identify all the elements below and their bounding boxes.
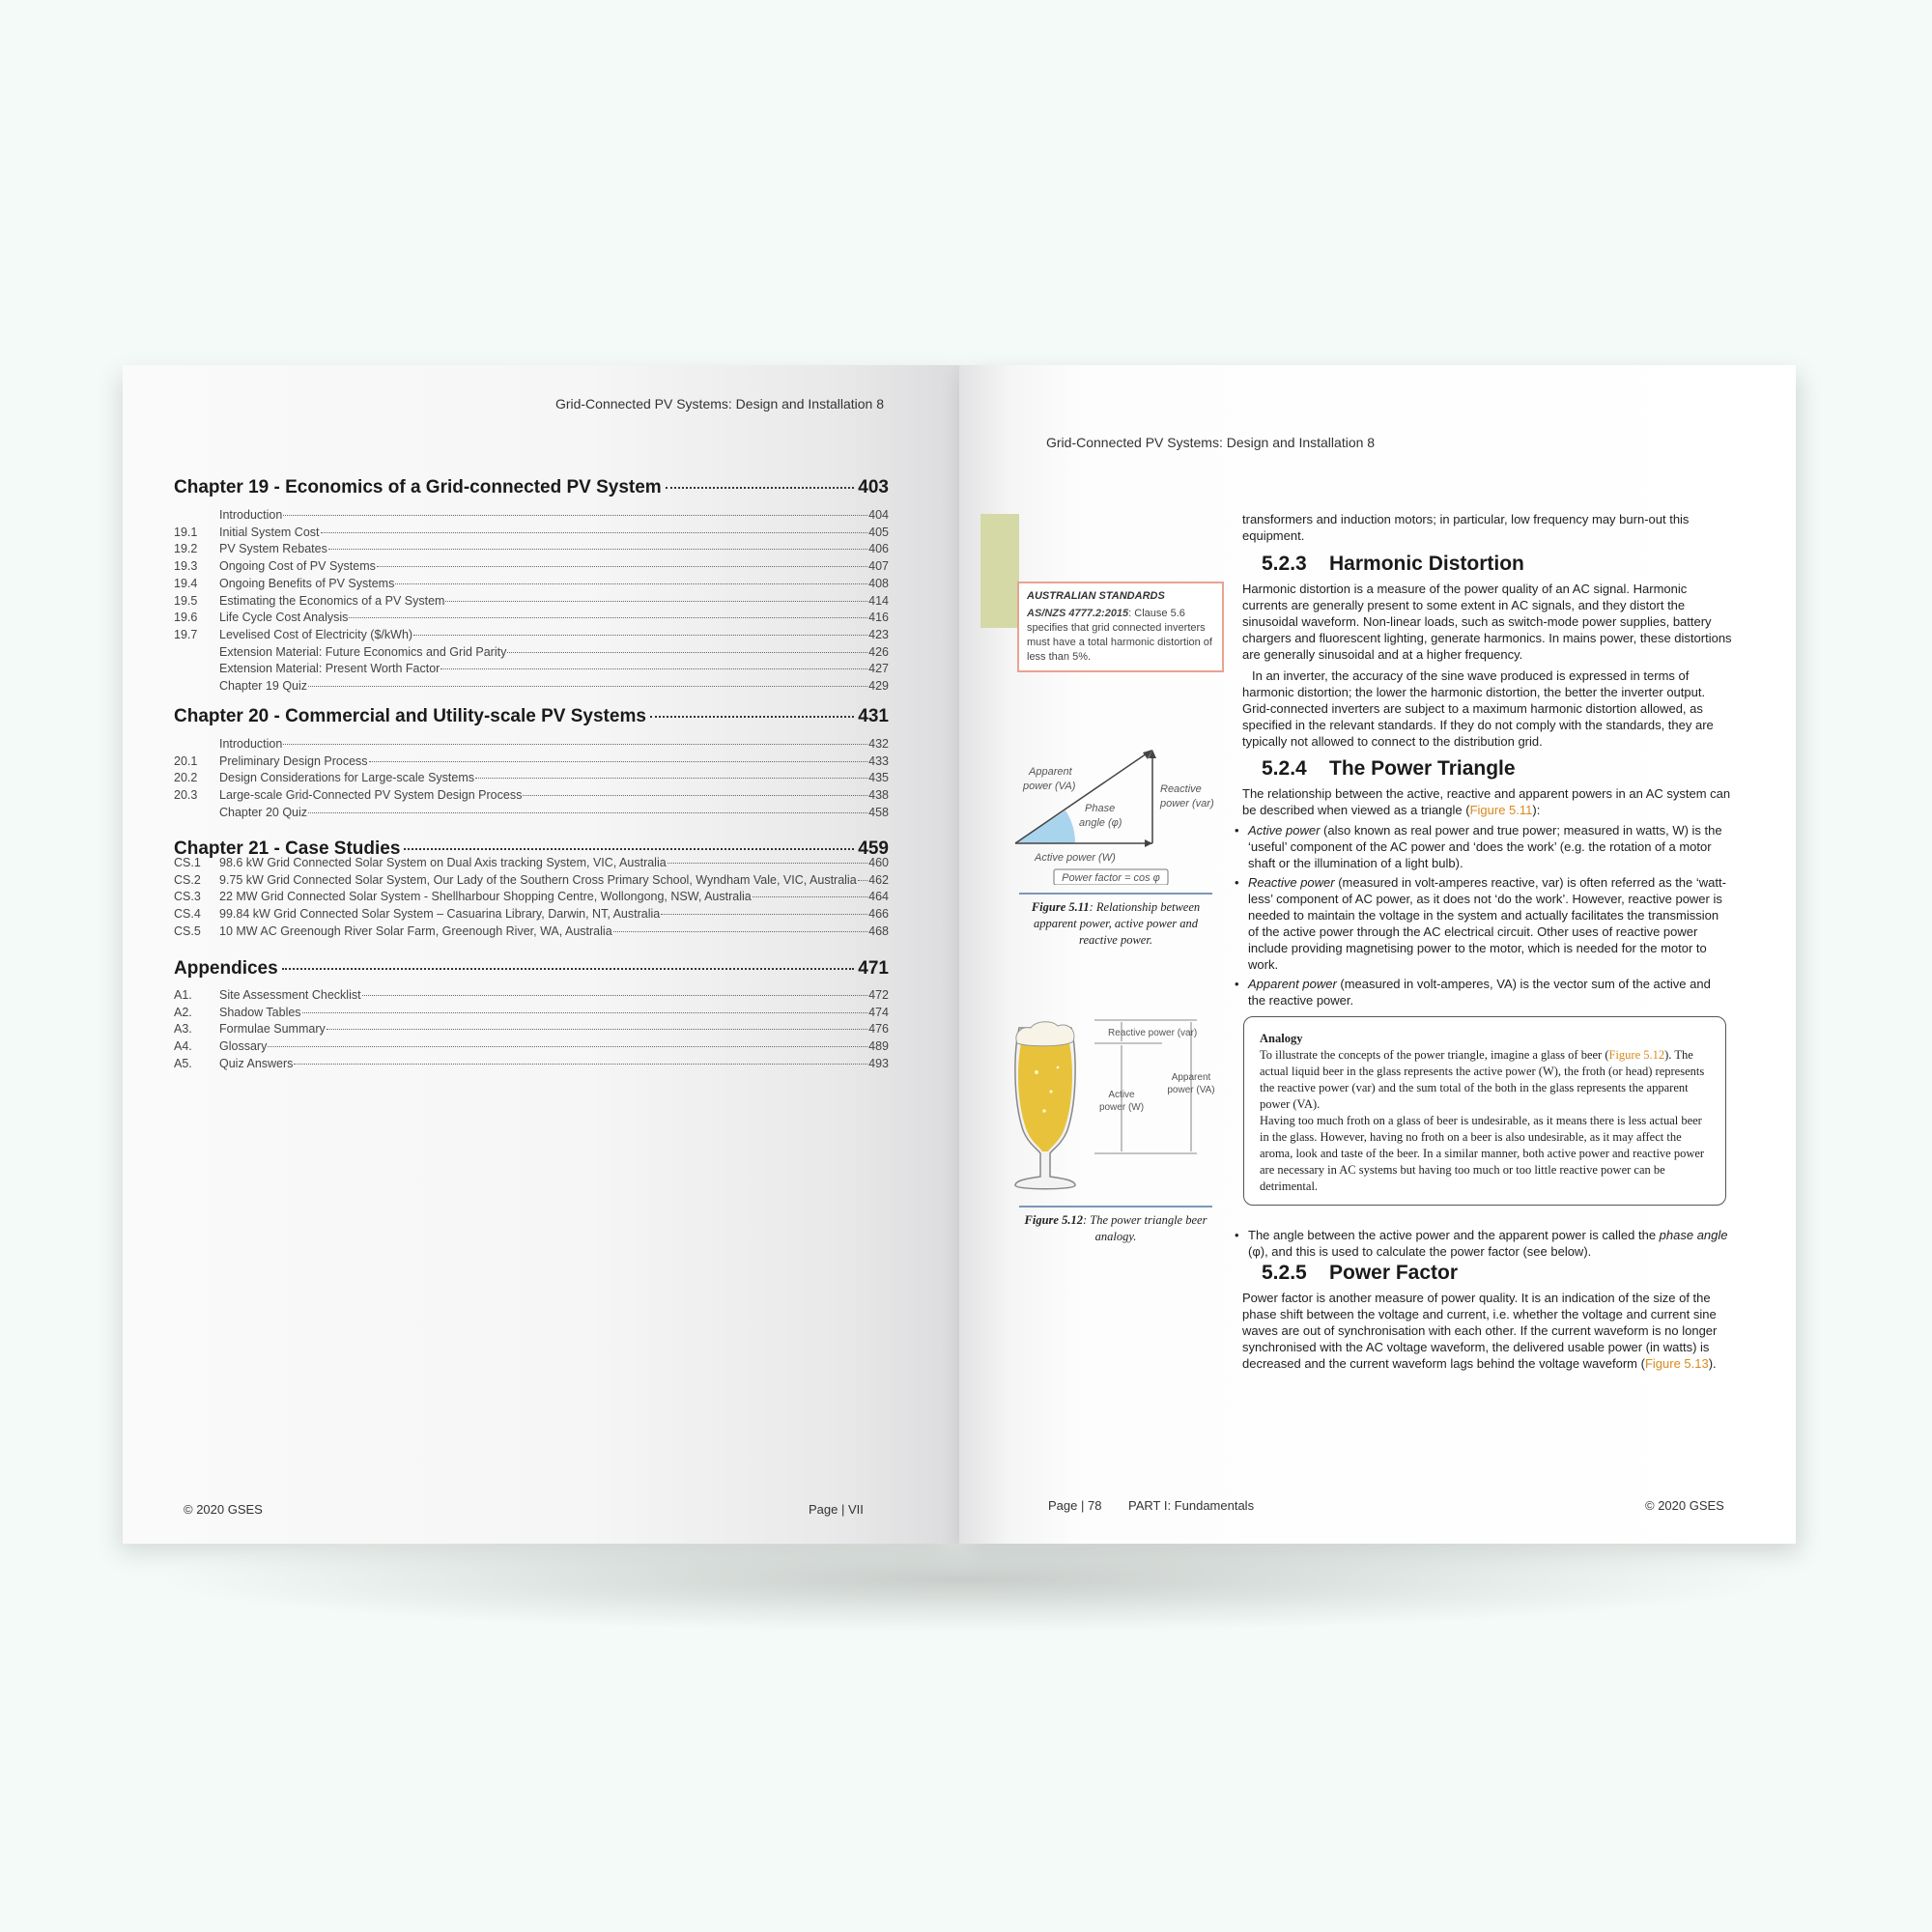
toc-entry-page: 404 <box>868 508 889 522</box>
toc-chapter-page: 403 <box>858 477 889 497</box>
toc-entry[interactable] <box>174 526 889 542</box>
right-footer-copyright: © 2020 GSES <box>1645 1498 1724 1513</box>
toc-leader-dots <box>413 635 867 636</box>
bullet-apparent-power: • Apparent power (measured in volt-amperes, VA) is the vector sum of the active and the reactive power. <box>1235 977 1711 1008</box>
active-power-label: Active power (W) <box>1035 852 1116 864</box>
toc-leader-dots <box>445 601 867 602</box>
power-factor-paragraph: Power factor is another measure of power quality. It is an indication of the size of the phase shift between the voltage and current, i.e. whether the voltage and current sine waves are out of synchronisation with each other. If the current waveform is no longer synchronised with the AC voltage waveform, the delivered usable power (in watts) is decreased and the current waveform lags behind the voltage waveform (Figure 5.13). <box>1242 1291 1718 1371</box>
toc-leader-dots <box>328 549 867 550</box>
toc-leader-dots <box>404 848 854 850</box>
toc-entry-page: 429 <box>868 679 889 693</box>
toc-entry[interactable] <box>174 788 889 805</box>
toc-entry-title: Design Considerations for Large-scale Systems <box>219 771 475 785</box>
figure-5-12-caption: Figure 5.12: The power triangle beer analogy. <box>1024 1213 1208 1243</box>
toc-entry-page: 489 <box>868 1039 889 1054</box>
toc-entry[interactable] <box>174 662 889 678</box>
toc-entry-number: A5. <box>174 1056 192 1070</box>
toc-leader-dots <box>507 652 867 653</box>
toc-leader-dots <box>369 761 868 762</box>
toc-entry-page: 435 <box>868 771 889 785</box>
figure-5-12-rule <box>1019 1206 1212 1208</box>
left-page <box>123 365 959 1544</box>
toc-chapter-title: Chapter 20 - Commercial and Utility-scale PV Systems <box>174 706 646 726</box>
toc-leader-dots <box>283 515 867 516</box>
toc-leader-dots <box>302 1012 868 1013</box>
toc-entry-title: 10 MW AC Greenough River Solar Farm, Greenough River, WA, Australia <box>219 923 612 938</box>
toc-leader-dots <box>283 744 867 745</box>
toc-entry-page: 416 <box>868 611 889 625</box>
apparent-power-label: Apparent power (VA) <box>1167 1072 1215 1095</box>
toc-leader-dots <box>475 778 867 779</box>
toc-entry[interactable] <box>174 907 889 923</box>
toc-entry-page: 432 <box>868 737 889 751</box>
toc-chapter-title: Chapter 19 - Economics of a Grid-connected PV System <box>174 477 662 497</box>
right-running-header: Grid-Connected PV Systems: Design and Installation 8 <box>1046 435 1376 450</box>
toc-leader-dots <box>362 995 868 996</box>
toc-entry-title: Ongoing Benefits of PV Systems <box>219 576 395 590</box>
toc-entry-page: 426 <box>868 644 889 659</box>
toc-entry-number: A3. <box>174 1022 192 1037</box>
toc-entry-title: Large-scale Grid-Connected PV System Design Process <box>219 788 523 803</box>
standards-text: : Clause 5.6 specifies that grid connected inverters must have a total harmonic distortion of less than 5%. <box>1027 608 1212 663</box>
toc-entry[interactable] <box>174 754 889 771</box>
toc-entry-title: Introduction <box>219 508 283 522</box>
bullet-reactive-power: • Reactive power (measured in volt-amperes reactive, var) is often referred as the ‘watt-less’ component of AC power, as it does not ‘do the work’. However, reactive power is needed to maintain the voltage in the system and actually facilitates the transmission of the active power through the AC electrical circuit. Other uses of reactive power include providing magnetising power to the motor, which is needed for the motor to work. <box>1235 875 1726 972</box>
toc-entry-title: Initial System Cost <box>219 525 320 539</box>
toc-leader-dots <box>377 566 867 567</box>
beer-froth <box>1016 1022 1074 1046</box>
toc-leader-dots <box>321 532 868 533</box>
right-footer-part: PART I: Fundamentals <box>1128 1498 1255 1513</box>
beer-glass-figure <box>1008 1014 1220 1198</box>
australian-standards-box <box>1017 582 1224 672</box>
toc-entry-page: 468 <box>868 923 889 938</box>
toc-entry[interactable] <box>174 559 889 576</box>
figure-5-11-caption: Figure 5.11: Relationship between apparent power, active power and reactive power. <box>1031 900 1201 947</box>
analogy-title: Analogy <box>1260 1032 1303 1045</box>
toc-entry-title: Shadow Tables <box>219 1005 301 1019</box>
toc-entry-title: 22 MW Grid Connected Solar System - Shellharbour Shopping Centre, Wollongong, NSW, Australia <box>219 890 752 904</box>
toc-entry-title: Ongoing Cost of PV Systems <box>219 559 376 574</box>
analogy-paragraph-2: Having too much froth on a glass of beer is undesirable, as it means there is less actual beer in the glass. However, having no froth on a beer is also undesirable, as it may affect the aroma, look and taste of the beer. In a similar manner, both active power and reactive power are necessary in AC systems but having too much or too little reactive power can be detrimental. <box>1260 1114 1705 1193</box>
toc-entry-page: 438 <box>868 788 889 803</box>
toc-entry-number: 19.3 <box>174 559 198 574</box>
toc-entry-title: Chapter 20 Quiz <box>219 805 308 819</box>
intro-paragraph: transformers and induction motors; in particular, low frequency may burn-out this equipment. <box>1242 512 1690 543</box>
toc-chapter-heading[interactable] <box>174 958 889 980</box>
toc-entry[interactable] <box>174 508 889 525</box>
toc-leader-dots <box>395 583 867 584</box>
toc-leader-dots <box>523 795 867 796</box>
toc-entry-page: 405 <box>868 525 889 539</box>
toc-leader-dots <box>294 1064 867 1065</box>
toc-entry-title: Glossary <box>219 1039 268 1054</box>
toc-entry-number: CS.5 <box>174 923 201 938</box>
toc-entry-title: Formulae Summary <box>219 1022 326 1037</box>
figure-5-11-rule <box>1019 893 1212 895</box>
toc-entry[interactable] <box>174 1006 889 1022</box>
toc-entry-page: 423 <box>868 627 889 641</box>
bullet-active-power: • Active power (also known as real power and true power; measured in watts, W) is the ‘useful’ component of the AC power and ‘does the work’ (e.g. the rotation of a motor shaft or the illumination of a light bulb). <box>1235 823 1722 870</box>
toc-leader-dots <box>308 812 867 813</box>
toc-entry-page: 406 <box>868 542 889 556</box>
toc-leader-dots <box>268 1046 867 1047</box>
toc-leader-dots <box>858 880 867 881</box>
left-running-header: Grid-Connected PV Systems: Design and Installation 8 <box>554 396 884 412</box>
toc-entry-number: A1. <box>174 988 192 1002</box>
toc-entry-number: 19.1 <box>174 525 198 539</box>
toc-entry-page: 493 <box>868 1056 889 1070</box>
toc-entry-page: 474 <box>868 1005 889 1019</box>
figure-5-12-link[interactable]: Figure 5.12 <box>1608 1048 1665 1062</box>
toc-entry-title: Quiz Answers <box>219 1056 294 1070</box>
reactive-power-label: Reactive power (var) <box>1160 783 1214 810</box>
toc-entry-page: 472 <box>868 988 889 1002</box>
toc-entry-title: Estimating the Economics of a PV System <box>219 593 445 608</box>
toc-entry-number: 19.2 <box>174 542 198 556</box>
toc-entry-number: A2. <box>174 1005 192 1019</box>
left-footer-page: Page | VII <box>809 1502 864 1517</box>
toc-chapter-title: Chapter 21 - Case Studies <box>174 838 401 859</box>
toc-entry-page: 414 <box>868 593 889 608</box>
toc-entry-title: 9.75 kW Grid Connected Solar System, Our Lady of the Southern Cross Primary School, Wyndham Vale, VIC, Australia <box>219 872 857 887</box>
apparent-power-label: Apparent power (VA) <box>1023 766 1076 792</box>
toc-entry-title: Extension Material: Future Economics and Grid Parity <box>219 644 507 659</box>
toc-entry-page: 466 <box>868 907 889 922</box>
figure-5-11-label: Figure 5.11 <box>1031 900 1090 914</box>
toc-entry[interactable] <box>174 806 889 822</box>
toc-entry-page: 460 <box>868 856 889 869</box>
toc-leader-dots <box>349 617 867 618</box>
toc-entry-title: 98.6 kW Grid Connected Solar System on Dual Axis tracking System, VIC, Australia <box>219 856 667 869</box>
toc-entry-page: 462 <box>868 872 889 887</box>
heading-5-2-3: 5.2.3 Harmonic Distortion <box>1262 553 1524 575</box>
toc-entry-page: 458 <box>868 805 889 819</box>
toc-entry-number: 19.4 <box>174 576 198 590</box>
toc-entry-number: CS.2 <box>174 872 201 887</box>
toc-chapter-page: 459 <box>858 838 889 859</box>
toc-entry-page: 407 <box>868 559 889 574</box>
toc-entry-number: 20.2 <box>174 771 198 785</box>
section-tab-marker <box>980 514 1019 628</box>
toc-entry[interactable] <box>174 771 889 787</box>
figure-5-11-link[interactable]: Figure 5.11 <box>1469 803 1533 817</box>
figure-5-12-label: Figure 5.12 <box>1024 1213 1083 1227</box>
toc-entry-page: 464 <box>868 890 889 904</box>
toc-leader-dots <box>440 668 867 669</box>
toc-entry-number: CS.1 <box>174 856 201 869</box>
toc-entry-title: Preliminary Design Process <box>219 753 368 768</box>
bullet-phase-angle: • The angle between the active power and the apparent power is called the phase angle (φ), and this is used to calculate the power factor (see below). <box>1235 1228 1728 1259</box>
toc-entry[interactable] <box>174 856 889 872</box>
toc-entry-title: Introduction <box>219 737 283 751</box>
toc-entry-page: 427 <box>868 662 889 676</box>
right-footer-page: Page | 78 <box>1048 1498 1102 1513</box>
toc-chapter-heading[interactable] <box>174 477 889 498</box>
toc-leader-dots <box>308 686 867 687</box>
toc-entry-page: 476 <box>868 1022 889 1037</box>
toc-entry[interactable] <box>174 890 889 906</box>
analogy-box <box>1243 1016 1726 1206</box>
toc-entry-title: Chapter 19 Quiz <box>219 679 308 693</box>
toc-chapter-page: 431 <box>858 706 889 726</box>
power-triangle-figure <box>1008 740 1220 885</box>
toc-leader-dots <box>753 896 867 897</box>
analogy-paragraph-1: To illustrate the concepts of the power triangle, imagine a glass of beer (Figure 5.12). The actual liquid beer in the glass represents the active power (W), the froth (or head) represents the reactive power (var) and the sum total of the both in the glass represents the apparent power (VA). <box>1260 1048 1705 1111</box>
toc-entry[interactable] <box>174 542 889 558</box>
power-factor-formula: Power factor = cos φ <box>1062 872 1160 884</box>
phase-angle-label: Phase angle (φ) <box>1079 803 1122 829</box>
toc-leader-dots <box>668 863 867 864</box>
toc-leader-dots <box>666 487 855 489</box>
toc-entry-page: 408 <box>868 576 889 590</box>
toc-entry-number: CS.4 <box>174 907 201 922</box>
power-triangle-intro: The relationship between the active, reactive and apparent powers in an AC system can be described when viewed as a triangle (Figure 5.11): <box>1242 786 1731 817</box>
toc-leader-dots <box>613 931 868 932</box>
toc-entry[interactable] <box>174 737 889 753</box>
toc-entry-number: A4. <box>174 1039 192 1054</box>
toc-entry-number: 19.6 <box>174 611 198 625</box>
toc-entry[interactable] <box>174 645 889 662</box>
toc-entry-number: CS.3 <box>174 890 201 904</box>
heading-5-2-5: 5.2.5 Power Factor <box>1262 1262 1459 1284</box>
toc-entry[interactable] <box>174 611 889 627</box>
toc-entry-title: Life Cycle Cost Analysis <box>219 611 349 625</box>
toc-entry[interactable] <box>174 1057 889 1073</box>
toc-entry[interactable] <box>174 1022 889 1038</box>
toc-entry[interactable] <box>174 577 889 593</box>
toc-entry-number: 20.1 <box>174 753 198 768</box>
active-power-label: Active power (W) <box>1098 1090 1145 1113</box>
toc-entry-number: 19.5 <box>174 593 198 608</box>
toc-entry[interactable] <box>174 594 889 611</box>
toc-entry-number: 19.7 <box>174 627 198 641</box>
toc-entry-title: PV System Rebates <box>219 542 327 556</box>
toc-entry-title: Site Assessment Checklist <box>219 988 361 1002</box>
toc-entry-title: Extension Material: Present Worth Factor <box>219 662 440 676</box>
toc-entry[interactable] <box>174 988 889 1005</box>
toc-leader-dots <box>661 914 867 915</box>
harmonic-paragraph-2: In an inverter, the accuracy of the sine wave produced is expressed in terms of harmonic distortion; the lower the harmonic distortion, the better the inverter output. Grid-connected inverters are subject to a maximum harmonic distortion allowed, as specified in the relevant standards. If they do not comply with the standards, they are typically not allowed to connect to the distribution grid. <box>1242 668 1714 749</box>
toc-entry[interactable] <box>174 679 889 696</box>
toc-chapter-title: Appendices <box>174 958 278 979</box>
toc-entry-page: 433 <box>868 753 889 768</box>
toc-entry-title: 99.84 kW Grid Connected Solar System – Casuarina Library, Darwin, NT, Australia <box>219 907 661 922</box>
harmonic-paragraph-1: Harmonic distortion is a measure of the power quality of an AC signal. Harmonic currents are generally present to some extent in AC signals, and they distort the sinusoidal waveform. Non-linear loads, such as switch-mode power supplies, battery chargers and fluorescent lighting, generate harmonics. In mains power, these distortions are generally sinusoidal and at a higher frequency. <box>1242 582 1732 662</box>
toc-leader-dots <box>650 716 854 718</box>
toc-entry-title: Levelised Cost of Electricity ($/kWh) <box>219 627 413 641</box>
toc-leader-dots <box>327 1029 867 1030</box>
phase-angle-wedge <box>1015 810 1075 843</box>
toc-chapter-page: 471 <box>858 958 889 979</box>
standards-ref: AS/NZS 4777.2:2015 <box>1027 608 1129 619</box>
standards-box-title: AUSTRALIAN STANDARDS <box>1027 590 1165 602</box>
toc-entry[interactable] <box>174 873 889 890</box>
toc-entry[interactable] <box>174 924 889 941</box>
figure-5-13-link[interactable]: Figure 5.13 <box>1644 1356 1709 1371</box>
reactive-power-label: Reactive power (var) <box>1108 1028 1198 1038</box>
toc-entry[interactable] <box>174 628 889 644</box>
left-footer-copyright: © 2020 GSES <box>184 1502 263 1517</box>
toc-leader-dots <box>282 968 855 970</box>
heading-5-2-4: 5.2.4 The Power Triangle <box>1262 757 1516 780</box>
toc-chapter-heading[interactable] <box>174 706 889 727</box>
toc-entry-number: 20.3 <box>174 788 198 803</box>
toc-entry[interactable] <box>174 1039 889 1056</box>
